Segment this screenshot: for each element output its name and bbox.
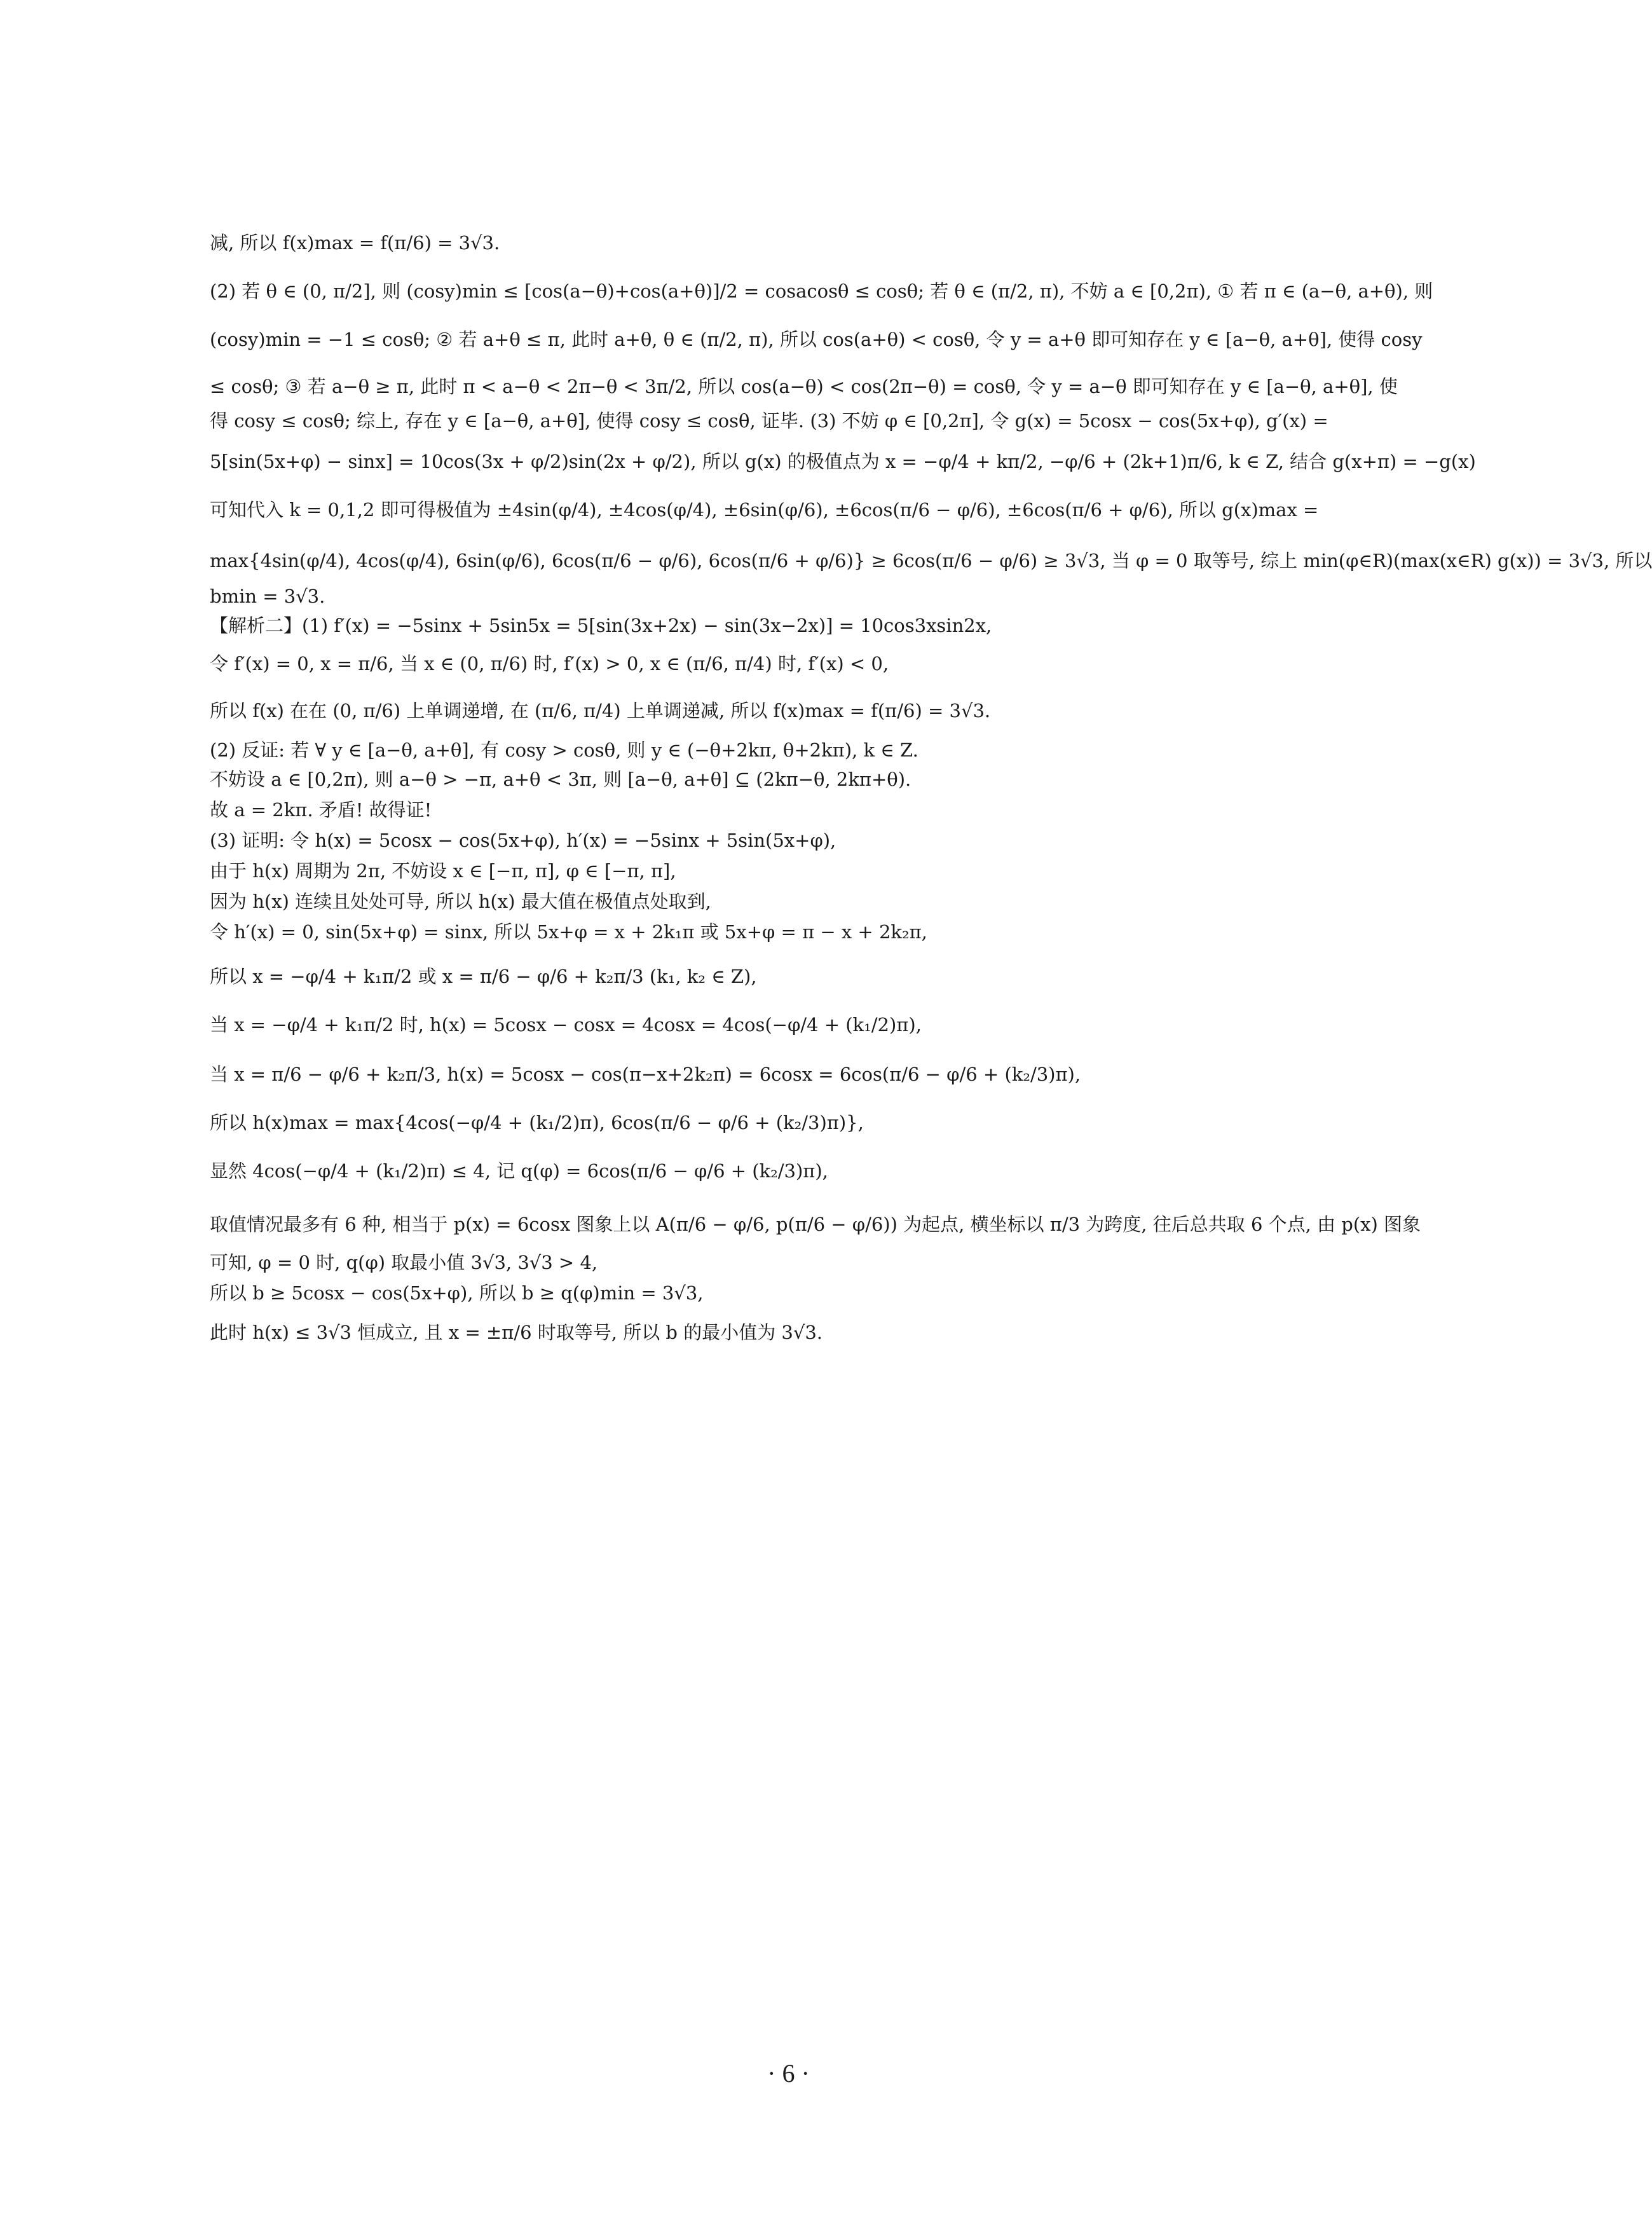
- text-line: 故 a = 2kπ. 矛盾! 故得证!: [210, 799, 432, 821]
- text-line: 此时 h(x) ≤ 3√3 恒成立, 且 x = ±π/6 时取等号, 所以 b 的最小值为 3√3.: [210, 1322, 823, 1343]
- text-line: ≤ cosθ; ③ 若 a−θ ≥ π, 此时 π < a−θ < 2π−θ < 3π/2, 所以 cos(a−θ) < cos(2π−θ) = cosθ, 令 y = a−θ 即可知存在 y ∈ [a−θ, a+θ], 使: [210, 376, 1398, 397]
- text-line: 不妨设 a ∈ [0,2π), 则 a−θ > −π, a+θ < 3π, 则 [a−θ, a+θ] ⊆ (2kπ−θ, 2kπ+θ).: [210, 769, 911, 790]
- text-line: 所以 x = −φ/4 + k₁π/2 或 x = π/6 − φ/6 + k₂π/3 (k₁, k₂ ∈ Z),: [210, 966, 757, 987]
- text-line: 得 cosy ≤ cosθ; 综上, 存在 y ∈ [a−θ, a+θ], 使得 cosy ≤ cosθ, 证毕. (3) 不妨 φ ∈ [0,2π], 令 g(x) = 5cosx − cos(5x+φ), g′(x) =: [210, 410, 1328, 432]
- text-line: 显然 4cos(−φ/4 + (k₁/2)π) ≤ 4, 记 q(φ) = 6cos(π/6 − φ/6 + (k₂/3)π),: [210, 1160, 828, 1182]
- text-line: 因为 h(x) 连续且处处可导, 所以 h(x) 最大值在极值点处取到,: [210, 891, 711, 912]
- text-line: 减, 所以 f(x)max = f(π/6) = 3√3.: [210, 232, 500, 254]
- text-line: 可知, φ = 0 时, q(φ) 取最小值 3√3, 3√3 > 4,: [210, 1252, 598, 1273]
- text-line: 令 h′(x) = 0, sin(5x+φ) = sinx, 所以 5x+φ = x + 2k₁π 或 5x+φ = π − x + 2k₂π,: [210, 921, 927, 943]
- text-line: (2) 若 θ ∈ (0, π/2], 则 (cosy)min ≤ [cos(a−θ)+cos(a+θ)]/2 = cosacosθ ≤ cosθ; 若 θ ∈ (π/2, π), 不妨 a ∈ [0,2π), ① 若 π ∈ (a−θ, a+θ), 则: [210, 280, 1433, 302]
- text-line: 所以 f(x) 在在 (0, π/6) 上单调递增, 在 (π/6, π/4) 上单调递减, 所以 f(x)max = f(π/6) = 3√3.: [210, 700, 991, 722]
- page-number: · 6 ·: [767, 2059, 810, 2088]
- text-line: (2) 反证: 若 ∀ y ∈ [a−θ, a+θ], 有 cosy > cosθ, 则 y ∈ (−θ+2kπ, θ+2kπ), k ∈ Z.: [210, 739, 918, 761]
- text-line: 【解析二】(1) f′(x) = −5sinx + 5sin5x = 5[sin(3x+2x) − sin(3x−2x)] = 10cos3xsin2x,: [210, 615, 992, 636]
- text-line: 5[sin(5x+φ) − sinx] = 10cos(3x + φ/2)sin(2x + φ/2), 所以 g(x) 的极值点为 x = −φ/4 + kπ/2, −φ/6 + (2k+1)π/6, k ∈ Z, 结合 g(x+π) = −g(x): [210, 451, 1476, 472]
- text-line: 当 x = π/6 − φ/6 + k₂π/3, h(x) = 5cosx − cos(π−x+2k₂π) = 6cosx = 6cos(π/6 − φ/6 + (k₂/3)π),: [210, 1064, 1081, 1085]
- text-line: 所以 h(x)max = max{4cos(−φ/4 + (k₁/2)π), 6cos(π/6 − φ/6 + (k₂/3)π)},: [210, 1112, 864, 1133]
- text-line: (3) 证明: 令 h(x) = 5cosx − cos(5x+φ), h′(x) = −5sinx + 5sin(5x+φ),: [210, 830, 836, 851]
- text-line: 取值情况最多有 6 种, 相当于 p(x) = 6cosx 图象上以 A(π/6 − φ/6, p(π/6 − φ/6)) 为起点, 横坐标以 π/3 为跨度, 往后总共取 6 个点, 由 p(x) 图象: [210, 1214, 1421, 1235]
- text-line: 可知代入 k = 0,1,2 即可得极值为 ±4sin(φ/4), ±4cos(φ/4), ±6sin(φ/6), ±6cos(π/6 − φ/6), ±6cos(π/6 + φ/6), 所以 g(x)max =: [210, 499, 1319, 521]
- text-line: bmin = 3√3.: [210, 585, 325, 607]
- text-line: (cosy)min = −1 ≤ cosθ; ② 若 a+θ ≤ π, 此时 a+θ, θ ∈ (π/2, π), 所以 cos(a+θ) < cosθ, 令 y = a+θ 即可知存在 y ∈ [a−θ, a+θ], 使得 cosy: [210, 329, 1423, 350]
- text-line: 由于 h(x) 周期为 2π, 不妨设 x ∈ [−π, π], φ ∈ [−π, π],: [210, 860, 676, 882]
- text-line: 所以 b ≥ 5cosx − cos(5x+φ), 所以 b ≥ q(φ)min = 3√3,: [210, 1282, 704, 1304]
- text-line: 当 x = −φ/4 + k₁π/2 时, h(x) = 5cosx − cosx = 4cosx = 4cos(−φ/4 + (k₁/2)π),: [210, 1014, 922, 1036]
- text-line: max{4sin(φ/4), 4cos(φ/4), 6sin(φ/6), 6cos(π/6 − φ/6), 6cos(π/6 + φ/6)} ≥ 6cos(π/6 − φ/6) ≥ 3√3, 当 φ = 0 取等号, 综上 min(φ∈R)(max(x∈R) g(x)) = 3√3, 所以: [210, 550, 1652, 571]
- text-line: 令 f′(x) = 0, x = π/6, 当 x ∈ (0, π/6) 时, f′(x) > 0, x ∈ (π/6, π/4) 时, f′(x) < 0,: [210, 653, 889, 674]
